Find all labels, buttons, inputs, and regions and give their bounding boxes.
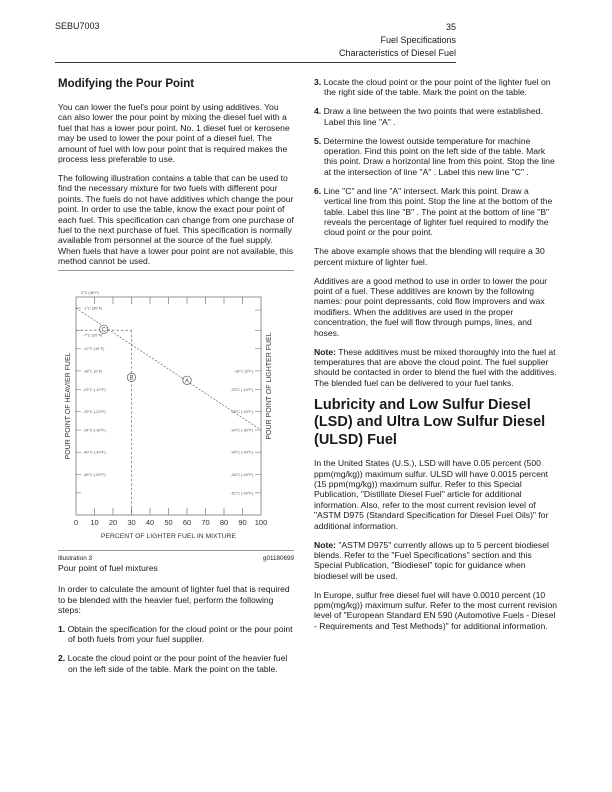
right-temperature-label: -51°C (-60°F) xyxy=(230,491,253,496)
illustration-label: Illustration 3 xyxy=(58,555,92,563)
x-tick-label: 0 xyxy=(73,518,79,528)
illustration-code: g01180699 xyxy=(262,555,294,563)
figure-top-rule xyxy=(58,270,294,272)
y-axis-label-right: POUR POINT OF LIGHTER FUEL xyxy=(266,332,273,440)
document-id: SEBU7003 xyxy=(55,21,100,31)
note-text: These additives must be mixed thoroughly into the fuel at temperatures that are above the cloud point. The fuel supplier should be contacted in order to blend the fuel with the additives. The blended fuel can be delivered to your fuel tanks. xyxy=(314,346,557,388)
steps-intro: In order to calculate the amount of lighter fuel that is required to be blended with the heavier fuel, perform the following steps: xyxy=(58,584,290,615)
x-tick-label: 90 xyxy=(238,518,247,528)
right-temperature-label: -29°C (-20°F) xyxy=(230,410,253,415)
step-item xyxy=(58,624,294,645)
step-number: 5. xyxy=(314,135,322,146)
x-tick-label: 10 xyxy=(90,518,99,528)
europe-sulfur-paragraph: In Europe, sulfur free diesel fuel will have 0.0010 percent (10 ppm(mg/kg)) maximum sulfur. Refer to the most current revision level of "European Standard EN 590 (Automotive Fuels - Diesel - Requirements and Test Methods)" for additional information. xyxy=(314,589,558,631)
example-paragraph: The above example shows that the blending will require a 30 percent mixture of lighter fuel. xyxy=(314,246,545,267)
step-item xyxy=(314,186,558,238)
x-tick-label: 100 xyxy=(254,518,268,528)
figure-bottom-rule xyxy=(58,550,294,551)
running-header xyxy=(339,21,456,60)
figure-title: Pour point of fuel mixtures xyxy=(58,563,158,574)
left-temperature-label: -40°C (-40°F) xyxy=(83,450,106,455)
step-item xyxy=(314,77,558,98)
chart-svg xyxy=(58,285,294,550)
x-tick-label: 70 xyxy=(201,518,210,528)
us-sulfur-paragraph: In the United States (U.S.), LSD will have 0.05 percent (500 ppm(mg/kg)) maximum sulfur. ULSD will have 0.0015 percent (15 ppm(mg/kg)) maximum sulfur. Refer to this Special Publication, "Distillate Diesel Fuel" article for additional information. Also, refer to the most current revision level of "ASTM D975 (Standard Specification for Diesel Fuel Oils)" for additional information. xyxy=(314,458,549,531)
page-number: 35 xyxy=(445,22,456,32)
step-item xyxy=(314,136,558,178)
figure-caption-row xyxy=(58,554,294,563)
step-item xyxy=(58,653,294,674)
header-rule xyxy=(55,62,456,63)
paragraph: You can lower the fuel's pour point by using additives. You can also lower the pour point by mixing the diesel fuel with a fuel that has a lower pour point. No. 1 diesel fuel or kerosene may be used to lower the pour point of a diesel fuel. The amount of fuel with low pour point that is required makes the process less preferable to use. xyxy=(58,102,290,165)
step-number: 1. xyxy=(58,623,66,634)
note-label: Note: xyxy=(314,539,336,550)
right-temperature-label: -23°C (-10°F) xyxy=(230,387,253,392)
x-tick-label: 80 xyxy=(219,518,229,528)
x-axis-label: PERCENT OF LIGHTER FUEL IN MIXTURE xyxy=(100,533,237,541)
line-a-marker: A xyxy=(184,378,190,385)
x-tick-label: 20 xyxy=(108,518,118,528)
section-heading-lubricity: Lubricity and Low Sulfur Diesel (LSD) and Ultra Low Sulfur Diesel (ULSD) Fuel xyxy=(314,396,546,448)
step-number: 3. xyxy=(314,77,322,87)
left-temperature-label: -18°C (0°F) xyxy=(83,369,103,374)
y-axis-label-left: POUR POINT OF HEAVIER FUEL xyxy=(65,352,72,460)
step-number: 2. xyxy=(58,653,66,664)
left-temperature-label: -7°C (20°F) xyxy=(83,333,103,338)
left-temperature-label: -34°C (-30°F) xyxy=(83,428,106,433)
step-text: Determine the lowest outside temperature for machine operation. Find this point on the left side of the table. Mark this point. Draw a horizontal line from this point. Stop the line at the intersection of line "A" . Label this new line "C" . xyxy=(323,135,555,177)
pour-point-chart xyxy=(58,285,294,550)
left-column xyxy=(58,77,294,682)
step-text: Locate the cloud point or the pour point of the lighter fuel on the right side of the table. Mark the point on the table. xyxy=(323,77,551,98)
section-title: Fuel Specifications xyxy=(380,35,456,45)
x-tick-label: 50 xyxy=(164,518,173,528)
right-column xyxy=(314,77,558,640)
left-temperature-label: -1°C (30°F) xyxy=(83,306,103,311)
subsection-title: Characteristics of Diesel Fuel xyxy=(338,48,456,58)
note-paragraph xyxy=(314,540,558,582)
right-temperature-label: -46°C (-50°F) xyxy=(230,472,253,477)
right-temperature-label: -40°C (-40°F) xyxy=(230,450,253,455)
left-temperature-label: -46°C (-50°F) xyxy=(83,472,106,477)
x-tick-label: 60 xyxy=(182,518,192,528)
left-temperature-label: -23°C (-10°F) xyxy=(83,387,106,392)
left-temperature-label: -29°C (-20°F) xyxy=(83,410,106,415)
right-temperature-label: -18°C (0°F) xyxy=(233,369,253,374)
step-item xyxy=(314,106,558,127)
step-number: 4. xyxy=(314,106,322,117)
step-text: Line "C" and line "A" intersect. Mark this point. Draw a vertical line from this point. Stop the line at the bottom of the table. Label this line "B" . The point at the bottom of line "B" reveals the percentage of lighter fuel required to modify the cloud point or the pour point. xyxy=(323,185,553,238)
right-temperature-label: -34°C (-30°F) xyxy=(230,428,253,433)
line-b-marker: B xyxy=(129,375,134,382)
additives-paragraph: Additives are a good method to use in order to lower the pour point of a fuel. These additives are known by the following names: pour point depressants, cold flow improvers and wax modifiers. When the additives are used in the proper concentration, the fuel will flow through pumps, lines, and hoses. xyxy=(314,275,548,338)
step-number: 6. xyxy=(314,185,322,196)
paragraph: The following illustration contains a table that can be used to find the necessary mixture for two fuels with different pour points. The fuels do not have additives which change the pour point. In order to use the table, know the exact pour point of each fuel. This specification can change from one purchase of fuel to the next purchase of fuel. This specification is normally available from personnel at the source of the fuel supply. When fuels that have a lower pour point are not available, this method cannot be used. xyxy=(58,172,294,267)
line-c-marker: C xyxy=(101,327,106,334)
left-temperature-label: -12°C (10°F) xyxy=(83,347,105,352)
step-text: Obtain the specification for the cloud point or the pour point of both fuels from your fuel supplier. xyxy=(67,623,293,645)
step-text: Locate the cloud point or the pour point of the heavier fuel on the left side of the table. Mark the point on the table. xyxy=(67,653,288,674)
note-label: Note: xyxy=(314,346,336,357)
step-text: Draw a line between the two points that were established. Label this line "A" . xyxy=(323,106,543,127)
x-tick-label: 30 xyxy=(127,518,136,528)
note-paragraph xyxy=(314,347,558,389)
top-temperature-label: 2°C (36°F) xyxy=(81,291,100,296)
x-tick-label: 40 xyxy=(145,518,155,528)
note-text: "ASTM D975" currently allows up to 5 percent biodiesel blends. Refer to the "Fuel Specifications" section and this Special Publication, "Biodiesel" topic for guidance when biodiesel will be used. xyxy=(314,539,549,581)
section-heading: Modifying the Pour Point xyxy=(58,78,195,90)
